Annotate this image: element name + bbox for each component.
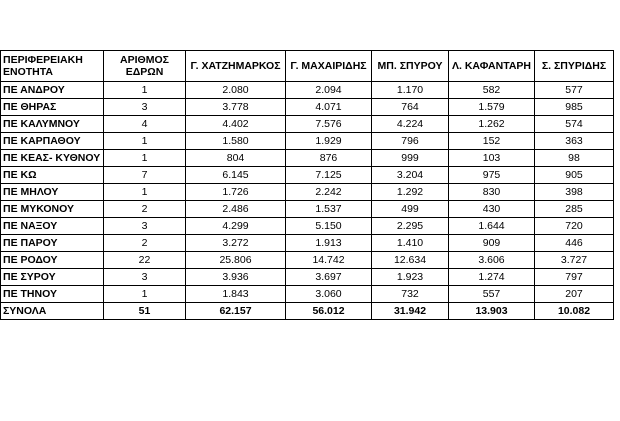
cell-candidate-1-votes: 4.402	[186, 116, 286, 133]
cell-candidate-4-votes: 152	[449, 133, 535, 150]
cell-candidate-3-votes: 764	[372, 99, 449, 116]
cell-candidate-1-votes: 25.806	[186, 252, 286, 269]
table-row	[1, 133, 614, 150]
cell-regional-unit: ΠΕ ΚΩ	[1, 167, 104, 184]
table-row	[1, 184, 614, 201]
cell-candidate-3-votes: 2.295	[372, 218, 449, 235]
cell-candidate-1-votes: 1.843	[186, 286, 286, 303]
cell-candidate-4-votes: 103	[449, 150, 535, 167]
cell-candidate-4-votes: 430	[449, 201, 535, 218]
cell-seats: 1	[104, 133, 186, 150]
cell-candidate-2-votes: 7.125	[286, 167, 372, 184]
cell-candidate-5-votes: 446	[535, 235, 614, 252]
cell-candidate-2-votes: 14.742	[286, 252, 372, 269]
cell-candidate-1-votes: 1.726	[186, 184, 286, 201]
cell-seats: 2	[104, 201, 186, 218]
cell-candidate-5-votes: 98	[535, 150, 614, 167]
cell-seats: 3	[104, 99, 186, 116]
cell-seats: 2	[104, 235, 186, 252]
header-candidate-3: ΜΠ. ΣΠΥΡΟΥ	[372, 51, 449, 82]
cell-candidate-3-votes: 499	[372, 201, 449, 218]
cell-candidate-2-votes: 2.242	[286, 184, 372, 201]
cell-candidate-2-votes: 7.576	[286, 116, 372, 133]
results-table-container	[0, 50, 614, 320]
cell-candidate-5-votes: 720	[535, 218, 614, 235]
cell-candidate-5-votes: 797	[535, 269, 614, 286]
cell-regional-unit: ΠΕ ΚΑΡΠΑΘΟΥ	[1, 133, 104, 150]
cell-candidate-3-votes: 31.942	[372, 303, 449, 320]
cell-seats: 1	[104, 286, 186, 303]
cell-candidate-4-votes: 830	[449, 184, 535, 201]
cell-regional-unit: ΠΕ ΡΟΔΟΥ	[1, 252, 104, 269]
cell-candidate-3-votes: 796	[372, 133, 449, 150]
cell-seats: 3	[104, 218, 186, 235]
results-table	[0, 50, 614, 320]
cell-regional-unit: ΠΕ ΠΑΡΟΥ	[1, 235, 104, 252]
cell-candidate-4-votes: 975	[449, 167, 535, 184]
cell-candidate-1-votes: 3.272	[186, 235, 286, 252]
cell-regional-unit: ΠΕ ΜΗΛΟΥ	[1, 184, 104, 201]
cell-candidate-2-votes: 1.537	[286, 201, 372, 218]
cell-regional-unit: ΠΕ ΣΥΡΟΥ	[1, 269, 104, 286]
cell-candidate-3-votes: 1.410	[372, 235, 449, 252]
cell-regional-unit: ΠΕ ΚΕΑΣ- ΚΥΘΝΟΥ	[1, 150, 104, 167]
cell-candidate-2-votes: 3.697	[286, 269, 372, 286]
table-row	[1, 116, 614, 133]
total-row	[1, 303, 614, 320]
cell-candidate-4-votes: 909	[449, 235, 535, 252]
cell-candidate-4-votes: 557	[449, 286, 535, 303]
cell-candidate-4-votes: 3.606	[449, 252, 535, 269]
cell-candidate-2-votes: 5.150	[286, 218, 372, 235]
table-row	[1, 286, 614, 303]
cell-candidate-2-votes: 1.913	[286, 235, 372, 252]
header-candidate-2: Γ. ΜΑΧΑΙΡΙΔΗΣ	[286, 51, 372, 82]
header-candidate-5: Σ. ΣΠΥΡΙΔΗΣ	[535, 51, 614, 82]
cell-candidate-2-votes: 4.071	[286, 99, 372, 116]
table-row	[1, 218, 614, 235]
header-row	[1, 51, 614, 82]
cell-candidate-5-votes: 398	[535, 184, 614, 201]
cell-regional-unit: ΠΕ ΝΑΞΟΥ	[1, 218, 104, 235]
cell-candidate-5-votes: 3.727	[535, 252, 614, 269]
cell-candidate-5-votes: 577	[535, 82, 614, 99]
cell-seats: 1	[104, 82, 186, 99]
cell-candidate-5-votes: 574	[535, 116, 614, 133]
cell-candidate-1-votes: 804	[186, 150, 286, 167]
cell-candidate-1-votes: 6.145	[186, 167, 286, 184]
cell-candidate-1-votes: 3.778	[186, 99, 286, 116]
cell-candidate-4-votes: 13.903	[449, 303, 535, 320]
cell-candidate-2-votes: 2.094	[286, 82, 372, 99]
cell-candidate-5-votes: 905	[535, 167, 614, 184]
cell-candidate-5-votes: 207	[535, 286, 614, 303]
header-candidate-4: Λ. ΚΑΦΑΝΤΑΡΗ	[449, 51, 535, 82]
cell-candidate-4-votes: 1.644	[449, 218, 535, 235]
cell-candidate-1-votes: 2.486	[186, 201, 286, 218]
cell-candidate-5-votes: 985	[535, 99, 614, 116]
table-row	[1, 150, 614, 167]
cell-candidate-1-votes: 62.157	[186, 303, 286, 320]
cell-seats: 1	[104, 150, 186, 167]
cell-seats: 51	[104, 303, 186, 320]
cell-candidate-3-votes: 3.204	[372, 167, 449, 184]
cell-candidate-2-votes: 1.929	[286, 133, 372, 150]
cell-candidate-1-votes: 1.580	[186, 133, 286, 150]
cell-seats: 1	[104, 184, 186, 201]
cell-candidate-3-votes: 12.634	[372, 252, 449, 269]
cell-candidate-2-votes: 876	[286, 150, 372, 167]
cell-candidate-2-votes: 56.012	[286, 303, 372, 320]
cell-candidate-3-votes: 732	[372, 286, 449, 303]
cell-candidate-4-votes: 1.274	[449, 269, 535, 286]
table-row	[1, 201, 614, 218]
cell-candidate-3-votes: 4.224	[372, 116, 449, 133]
cell-candidate-1-votes: 2.080	[186, 82, 286, 99]
cell-candidate-4-votes: 1.579	[449, 99, 535, 116]
cell-regional-unit: ΠΕ ΤΗΝΟΥ	[1, 286, 104, 303]
cell-regional-unit: ΠΕ ΑΝΔΡΟΥ	[1, 82, 104, 99]
header-candidate-1: Γ. ΧΑΤΖΗΜΑΡΚΟΣ	[186, 51, 286, 82]
cell-seats: 4	[104, 116, 186, 133]
cell-candidate-3-votes: 999	[372, 150, 449, 167]
cell-candidate-1-votes: 4.299	[186, 218, 286, 235]
cell-candidate-4-votes: 582	[449, 82, 535, 99]
cell-candidate-3-votes: 1.292	[372, 184, 449, 201]
cell-candidate-3-votes: 1.923	[372, 269, 449, 286]
cell-regional-unit: ΠΕ ΚΑΛΥΜΝΟΥ	[1, 116, 104, 133]
table-body	[1, 82, 614, 320]
table-row	[1, 99, 614, 116]
table-row	[1, 82, 614, 99]
header-seats: ΑΡΙΘΜΟΣ ΕΔΡΩΝ	[104, 51, 186, 82]
table-row	[1, 269, 614, 286]
cell-candidate-3-votes: 1.170	[372, 82, 449, 99]
cell-regional-unit: ΣΥΝΟΛΑ	[1, 303, 104, 320]
cell-seats: 3	[104, 269, 186, 286]
cell-candidate-5-votes: 285	[535, 201, 614, 218]
cell-seats: 22	[104, 252, 186, 269]
table-row	[1, 167, 614, 184]
cell-candidate-4-votes: 1.262	[449, 116, 535, 133]
cell-candidate-1-votes: 3.936	[186, 269, 286, 286]
table-row	[1, 235, 614, 252]
cell-candidate-5-votes: 10.082	[535, 303, 614, 320]
cell-regional-unit: ΠΕ ΜΥΚΟΝΟΥ	[1, 201, 104, 218]
table-row	[1, 252, 614, 269]
header-regional-unit: ΠΕΡΙΦΕΡΕΙΑΚΗ ΕΝΟΤΗΤΑ	[1, 51, 104, 82]
cell-candidate-2-votes: 3.060	[286, 286, 372, 303]
cell-regional-unit: ΠΕ ΘΗΡΑΣ	[1, 99, 104, 116]
cell-candidate-5-votes: 363	[535, 133, 614, 150]
cell-seats: 7	[104, 167, 186, 184]
